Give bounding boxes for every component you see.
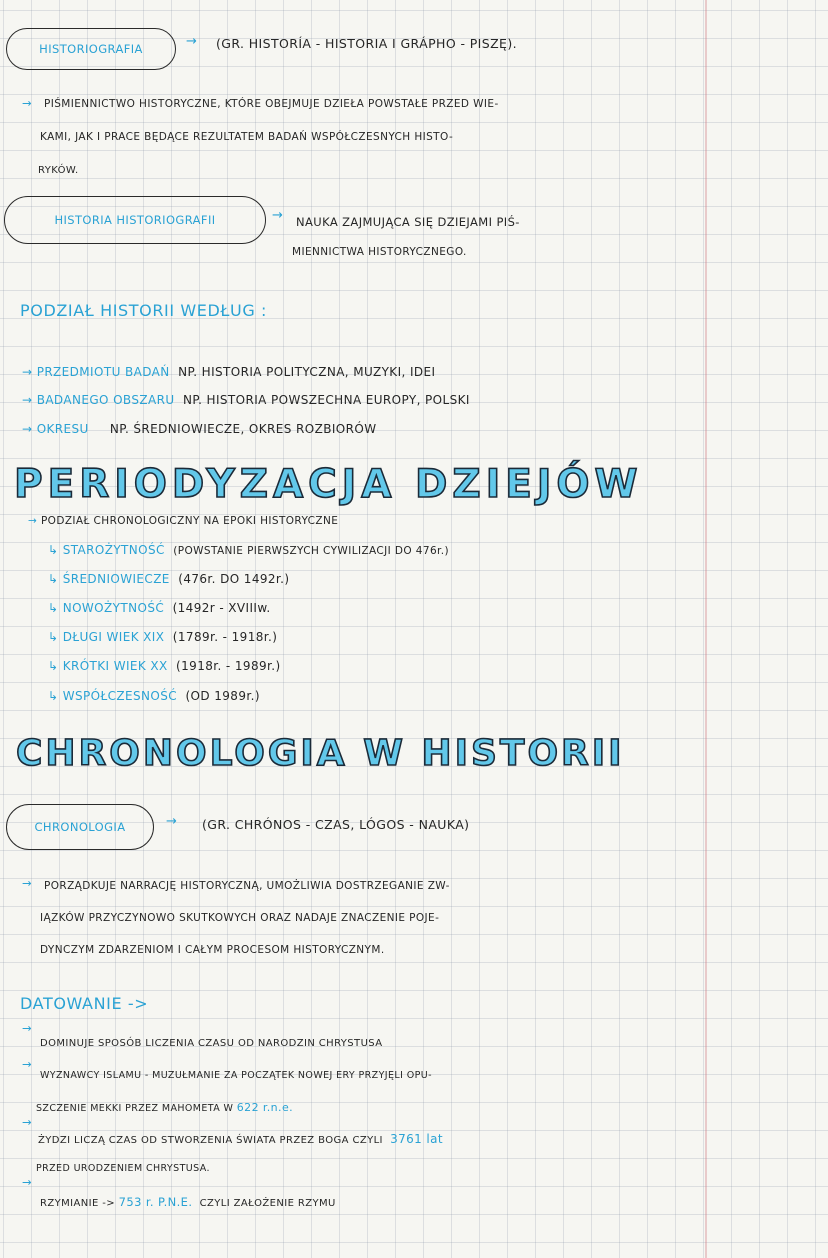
epoch-range: (476r. DO 1492r.)	[178, 572, 290, 586]
historiografia-desc-line: PIŚMIENNICTWO HISTORYCZNE, KTÓRE OBEJMUJE DZIEŁA POWSTAŁE PRZED WIE-	[44, 98, 499, 110]
datowanie-item4-post: CZYLI ZAŁOŻENIE RZYMU	[199, 1198, 336, 1209]
epoch-name: KRÓTKI WIEK XX	[62, 659, 168, 673]
epoch-name: WSPÓŁCZESNOŚĆ	[62, 689, 178, 703]
periodyzacja-intro	[28, 515, 338, 528]
sub-arrow-icon: ↳	[48, 630, 59, 644]
datowanie-item4-date: 753 r. P.N.E.	[118, 1195, 193, 1209]
chronologia-desc-line: IĄZKÓW PRZYCZYNOWO SKUTKOWYCH ORAZ NADAJE ZNACZENIE POJE-	[40, 912, 440, 924]
epoch-range: (1789r. - 1918r.)	[172, 630, 278, 644]
datowanie-item1: DOMINUJE SPOSÓB LICZENIA CZASU OD NARODZIN CHRYSTUSA	[40, 1038, 383, 1049]
datowanie-item2-line2	[36, 1101, 293, 1114]
arrow-icon: →	[28, 515, 38, 527]
datowanie-item3-line2: PRZED URODZENIEM CHRYSTUSA.	[36, 1163, 210, 1174]
historiografia-desc-line: KAMI, JAK I PRACE BĘDĄCE REZULTATEM BADAŃ WSPÓŁCZESNYCH HISTO-	[40, 131, 454, 143]
podzial-item	[22, 365, 435, 379]
arrow-icon: →	[22, 365, 33, 379]
arrow-bullet: →	[22, 1175, 33, 1189]
historiografia-arrow: →	[186, 34, 198, 49]
datowanie-item3-text: ŻYDZI LICZĄ CZAS OD STWORZENIA ŚWIATA PRZEZ BOGA CZYLI	[38, 1135, 383, 1146]
sub-arrow-icon: ↳	[48, 543, 59, 557]
epoch-range: (POWSTANIE PIERWSZYCH CYWILIZACJI DO 476r.)	[173, 545, 450, 557]
epoch-name: STAROŻYTNOŚĆ	[62, 543, 165, 557]
epoch-name: ŚREDNIOWIECZE	[62, 572, 170, 586]
datowanie-item2-date: 622 r.n.e.	[236, 1101, 294, 1114]
datowanie-item4	[40, 1196, 336, 1210]
historia-historiografii-arrow: →	[272, 208, 284, 223]
periodyzacja-intro-text: PODZIAŁ CHRONOLOGICZNY NA EPOKI HISTORYCZNE	[40, 515, 339, 527]
periodyzacja-title: PERIODYZACJA DZIEJÓW	[14, 462, 643, 507]
epoch-row	[48, 572, 289, 586]
podzial-item	[22, 393, 470, 407]
datowanie-item3-years: 3761 lat	[390, 1132, 444, 1146]
epoch-row	[48, 659, 281, 673]
epoch-row	[48, 601, 271, 615]
historiografia-cloud	[6, 28, 176, 70]
arrow-bullet: →	[22, 1115, 33, 1129]
datowanie-item3-line1	[38, 1132, 443, 1147]
arrow-icon: →	[22, 393, 33, 407]
epoch-range: (1918r. - 1989r.)	[176, 659, 281, 673]
historia-historiografii-desc-line: NAUKA ZAJMUJĄCA SIĘ DZIEJAMI PIŚ-	[296, 215, 520, 229]
podzial-item-text: NP. ŚREDNIOWIECZE, OKRES ROZBIORÓW	[109, 422, 377, 436]
page-margin-line	[705, 0, 707, 1258]
sub-arrow-icon: ↳	[48, 601, 59, 615]
arrow-bullet: →	[22, 96, 33, 110]
podzial-heading: PODZIAŁ HISTORII WEDŁUG :	[20, 301, 268, 320]
epoch-name: NOWOŻYTNOŚĆ	[62, 601, 165, 615]
historiografia-desc-line: RYKÓW.	[38, 165, 79, 176]
podzial-item-label: PRZEDMIOTU BADAŃ	[36, 365, 170, 379]
historia-historiografii-desc-line: MIENNICTWA HISTORYCZNEGO.	[292, 246, 467, 258]
datowanie-item4-pre: RZYMIANIE ->	[40, 1198, 116, 1209]
historia-historiografii-cloud	[4, 196, 266, 244]
sub-arrow-icon: ↳	[48, 659, 59, 673]
chronologia-arrow: →	[166, 814, 178, 829]
arrow-bullet: →	[22, 1021, 33, 1035]
chronologia-desc-line: PORZĄDKUJE NARRACJĘ HISTORYCZNĄ, UMOŻLIWIA DOSTRZEGANIE ZW-	[44, 880, 450, 892]
sub-arrow-icon: ↳	[48, 689, 59, 703]
epoch-row	[48, 689, 260, 703]
podzial-item	[22, 422, 376, 436]
chronologia-definition: (GR. CHRÓNOS - CZAS, LÓGOS - NAUKA)	[202, 817, 470, 832]
chronologia-cloud	[6, 804, 154, 850]
sub-arrow-icon: ↳	[48, 572, 59, 586]
podzial-item-label: OKRESU	[36, 422, 89, 436]
chronologia-title: CHRONOLOGIA W HISTORII	[16, 733, 625, 774]
arrow-icon: →	[22, 422, 33, 436]
chronologia-cloud-label: CHRONOLOGIA	[34, 820, 126, 834]
datowanie-item2-line1: WYZNAWCY ISLAMU - MUZUŁMANIE ZA POCZĄTEK NOWEJ ERY PRZYJĘLI OPU-	[40, 1070, 432, 1081]
epoch-range: (1492r - XVIIIw.	[172, 601, 271, 615]
podzial-item-text: NP. HISTORIA POWSZECHNA EUROPY, POLSKI	[182, 393, 470, 407]
datowanie-heading: DATOWANIE ->	[20, 994, 149, 1013]
podzial-item-text: NP. HISTORIA POLITYCZNA, MUZYKI, IDEI	[178, 365, 436, 379]
epoch-range: (OD 1989r.)	[185, 689, 260, 703]
historia-historiografii-cloud-label: HISTORIA HISTORIOGRAFII	[54, 213, 216, 227]
epoch-name: DŁUGI WIEK XIX	[62, 630, 165, 644]
epoch-row	[48, 630, 277, 644]
datowanie-item2-text: SZCZENIE MEKKI PRZEZ MAHOMETA W	[36, 1103, 234, 1114]
podzial-item-label: BADANEGO OBSZARU	[36, 393, 175, 407]
historiografia-definition: (GR. HISTORÍA - HISTORIA I GRÁPHO - PISZĘ).	[216, 36, 517, 51]
historiografia-cloud-label: HISTORIOGRAFIA	[39, 42, 143, 56]
epoch-row	[48, 543, 449, 558]
arrow-bullet: →	[22, 876, 33, 890]
chronologia-desc-line: DYNCZYM ZDARZENIOM I CAŁYM PROCESOM HISTORYCZNYM.	[40, 944, 385, 956]
arrow-bullet: →	[22, 1057, 33, 1071]
